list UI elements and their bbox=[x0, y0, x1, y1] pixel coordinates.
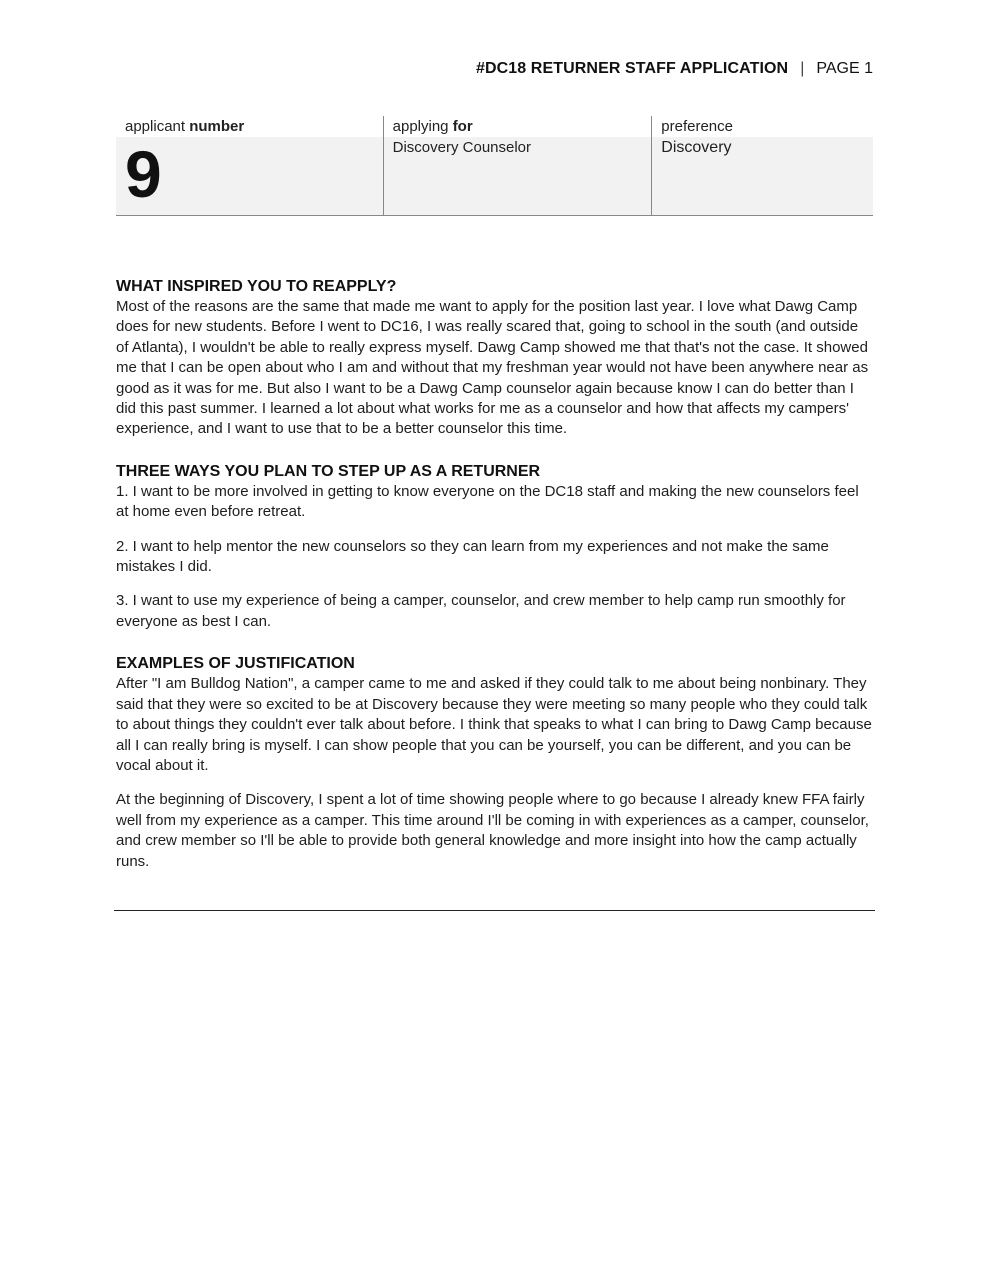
applicant-number-label bbox=[116, 116, 383, 137]
section-heading: EXAMPLES OF JUSTIFICATION bbox=[116, 655, 355, 673]
section-step-up bbox=[116, 462, 873, 632]
section-justification bbox=[116, 654, 873, 872]
section-paragraph: 3. I want to use my experience of being a camper, counselor, and crew member to help camp run smoothly for everyone as best I can. bbox=[116, 592, 846, 630]
section-paragraph: After "I am Bulldog Nation", a camper came to me and asked if they could talk to me about being nonbinary. They said that they were so excited to be at Discovery because they were meeting so many people who they could talk to about things they couldn't ever talk about before. I think that speaks to what I can bring to Dawg Camp because all I can really bring is myself. I can show people that you can be yourself, you can be different, and you can be vocal about it. bbox=[116, 675, 872, 774]
header-separator: | bbox=[800, 60, 805, 77]
section-paragraph: 1. I want to be more involved in getting to know everyone on the DC18 staff and making the new counselors feel at home even before retreat. bbox=[116, 482, 859, 521]
preference-label: preference bbox=[652, 116, 873, 137]
preference-value: Discovery bbox=[661, 139, 732, 156]
applying-for-label bbox=[384, 116, 652, 137]
preference-cell bbox=[652, 116, 873, 215]
document-title: #DC18 RETURNER STAFF APPLICATION bbox=[475, 60, 789, 77]
applicant-number-cell bbox=[116, 116, 384, 215]
applying-label-bold: for bbox=[452, 118, 473, 135]
applying-for-value: Discovery Counselor bbox=[392, 139, 532, 156]
page-number: PAGE 1 bbox=[816, 60, 873, 77]
applicant-label-bold: number bbox=[189, 118, 245, 135]
application-content bbox=[116, 277, 873, 894]
section-reapply bbox=[116, 277, 873, 440]
section-paragraph: Most of the reasons are the same that made me want to apply for the position last year. I love what Dawg Camp does for new students. Before I went to DC16, I was really scared that, going to school in the south (and outside of Atlanta), I wouldn't be able to really express myself. Dawg Camp showed me that that's not the case. It showed me that I can be open about who I am and without that my freshman year would not have been anywhere near as good as it was for me. But also I want to be a Dawg Camp counselor again because know I can do better than I did this past summer. I learned a lot about what works for me as a counselor and how that affects my campers' experience, and I want to use that to be a better counselor this time. bbox=[116, 298, 869, 438]
section-heading: WHAT INSPIRED YOU TO REAPPLY? bbox=[116, 278, 397, 295]
page-header bbox=[476, 60, 873, 78]
section-paragraph: 2. I want to help mentor the new counselors so they can learn from my experiences and not make the same mistakes I did. bbox=[116, 537, 829, 576]
section-heading: THREE WAYS YOU PLAN TO STEP UP AS A RETURNER bbox=[116, 462, 541, 480]
section-paragraph: At the beginning of Discovery, I spent a lot of time showing people where to go because I already knew FFA fairly well from my experience as a camper. This time around I'll be coming in with experiences as a camper, counselor, and crew member so I'll be able to provide both general knowledge and more insight into how the camp actually runs. bbox=[116, 791, 869, 870]
applicant-number-value: 9 bbox=[125, 137, 162, 211]
applicant-info-table bbox=[116, 116, 873, 216]
applying-for-cell bbox=[384, 116, 653, 215]
applying-label-prefix: applying bbox=[392, 118, 453, 135]
applicant-label-prefix: applicant bbox=[125, 118, 190, 135]
bottom-divider bbox=[114, 910, 875, 911]
